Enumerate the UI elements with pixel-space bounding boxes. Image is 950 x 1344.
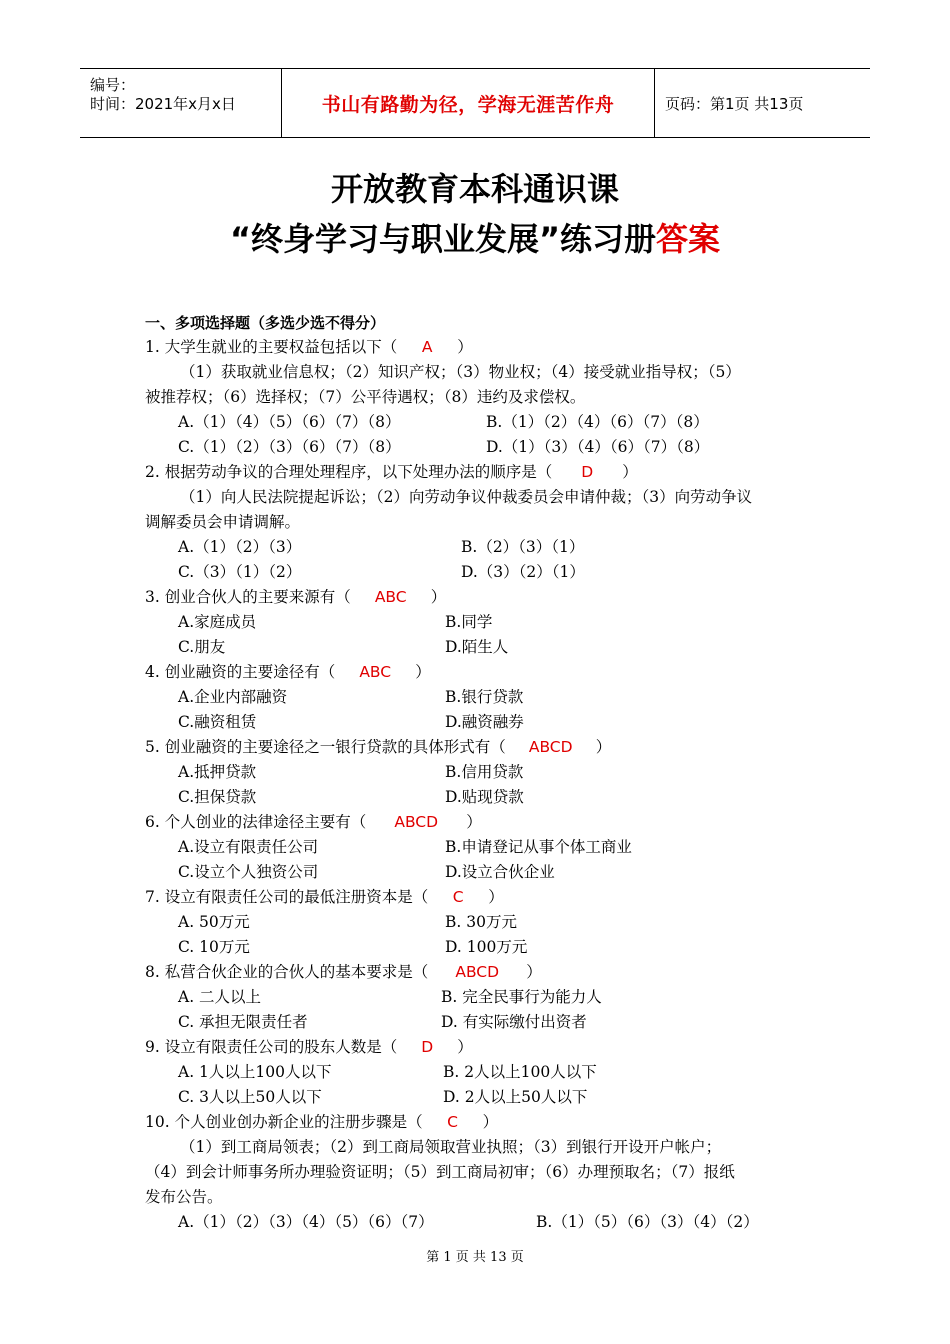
question-1-stem [145,335,473,357]
option: D. 2人以上50人以下 [443,1088,588,1106]
question-8-stem [145,960,542,982]
title-line-2-main: “终身学习与职业发展”练习册 [229,220,657,258]
header-page-cell [655,69,870,137]
motto: 书山有路勤为径，学海无涯苦作舟 [321,93,615,116]
page-label: 页码：第1页 共13页 [665,94,804,113]
option: B.（1）（5）（6）（3）（4）（2） [536,1213,759,1231]
option: C.担保贷款 [178,788,257,806]
answer: ABC [359,663,392,681]
option: B.（2）（3）（1） [461,538,585,556]
stem-close: ） [526,963,542,981]
stem-text: 9. 设立有限责任公司的股东人数是（ [145,1038,398,1056]
answer: ABCD [455,963,500,981]
option: D. 100万元 [445,938,528,956]
stem-close: ） [482,1113,499,1131]
option: D.设立合伙企业 [445,863,555,881]
option: A.抵押贷款 [178,763,257,781]
option: D. 有实际缴付出资者 [441,1013,587,1031]
stem-close: ） [622,463,638,481]
stem-close: ） [466,813,482,831]
question-2-body: 调解委员会申请调解。 [145,513,301,531]
option: A. 二人以上 [178,988,262,1006]
number-label: 编号： [90,76,136,94]
stem-text: 2. 根据劳动争议的合理处理程序，以下处理办法的顺序是（ [145,463,553,481]
option: C. 10万元 [178,938,250,956]
title-answer-word: 答案 [656,220,721,258]
question-4-stem [145,660,431,682]
question-6-stem [145,810,482,832]
option: D.融资融券 [445,713,524,731]
stem-text: 5. 创业融资的主要途径之一银行贷款的具体形式有（ [145,738,506,756]
page-footer: 第 1 页 共 13 页 [426,1250,524,1265]
stem-close: ） [415,663,431,681]
answer: A [421,338,433,356]
option: D.（3）（2）（1） [461,563,585,581]
option: A.（1）（4）（5）（6）（7）（8） [178,413,401,431]
option: D.贴现贷款 [445,788,524,806]
option: C. 3人以上50人以下 [178,1088,322,1106]
option: B. 2人以上100人以下 [443,1063,597,1081]
option: C.融资租赁 [178,713,257,731]
stem-text: 7. 设立有限责任公司的最低注册资本是（ [145,888,429,906]
option: C. 承担无限责任者 [178,1013,308,1031]
answer: C [447,1113,458,1131]
stem-text: 4. 创业融资的主要途径有（ [145,663,336,681]
header-motto-cell [281,69,655,137]
stem-text: 8. 私营合伙企业的合伙人的基本要求是（ [145,963,429,981]
option: C.设立个人独资公司 [178,863,319,881]
option: A.（1）（2）（3） [178,538,302,556]
question-3-stem [145,585,446,607]
question-10-body: （4）到会计师事务所办理验资证明；（5）到工商局初审；（6）办理预取名；（7）报纸 [145,1163,735,1181]
title-line-1: 开放教育本科通识课 [330,170,619,208]
question-1-body: （1）获取就业信息权；（2）知识产权；（3）物业权；（4）接受就业指导权；（5） [180,363,741,381]
option: B.同学 [445,613,493,631]
answer: ABCD [528,738,573,756]
stem-close: ） [430,588,447,606]
time-label: 时间：2021年x月x日 [90,95,236,113]
option: B. 30万元 [445,913,517,931]
option: B.银行贷款 [445,688,524,706]
title-line-2 [0,214,950,260]
stem-close: ） [457,338,473,356]
option: A.设立有限责任公司 [178,838,319,856]
section-heading: 一、多项选择题（多选少选不得分） [145,314,386,332]
option: A. 50万元 [178,913,250,931]
option: A.企业内部融资 [178,688,288,706]
option: B.（1）（2）（4）（6）（7）（8） [486,413,709,431]
answer: C [452,888,464,906]
question-10-body: （1）到工商局领表；（2）到工商局领取营业执照；（3）到银行开设开户帐户； [180,1138,722,1156]
option: D.陌生人 [445,638,509,656]
option: C.（3）（1）（2） [178,563,302,581]
question-9-stem [145,1035,473,1057]
answer: ABC [374,588,407,606]
question-5-stem [145,735,611,757]
option: A. 1人以上100人以下 [178,1063,332,1081]
header-meta [80,69,281,137]
option: A.（1）（2）（3）（4）（5）（6）（7） [178,1213,434,1231]
question-7-stem [145,885,504,907]
option: C.朋友 [178,638,226,656]
question-10-body: 发布公告。 [145,1188,223,1206]
option: C.（1）（2）（3）（6）（7）（8） [178,438,401,456]
question-1-body: 被推荐权；（6）选择权；（7）公平待遇权；（8）违约及求偿权。 [145,388,586,406]
question-10-stem [145,1110,498,1132]
answer: ABCD [394,813,439,831]
stem-text: 3. 创业合伙人的主要来源有（ [145,588,351,606]
option: B. 完全民事行为能力人 [441,988,602,1006]
question-2-body: （1）向人民法院提起诉讼；（2）向劳动争议仲裁委员会申请仲裁；（3）向劳动争议 [180,488,753,506]
header-table [80,68,870,138]
option: B.申请登记从事个体工商业 [445,838,632,856]
stem-close: ） [595,738,612,756]
answer: D [421,1038,434,1056]
option: D.（1）（3）（4）（6）（7）（8） [486,438,710,456]
stem-text: 1. 大学生就业的主要权益包括以下（ [145,338,398,356]
stem-text: 10. 个人创业创办新企业的注册步骤是（ [145,1113,423,1131]
answer: D [581,463,594,481]
stem-text: 6. 个人创业的法律途径主要有（ [145,813,367,831]
option: B.信用贷款 [445,763,524,781]
option: A.家庭成员 [178,613,257,631]
question-2-stem [145,460,638,482]
stem-close: ） [457,1038,473,1056]
stem-close: ） [488,888,504,906]
